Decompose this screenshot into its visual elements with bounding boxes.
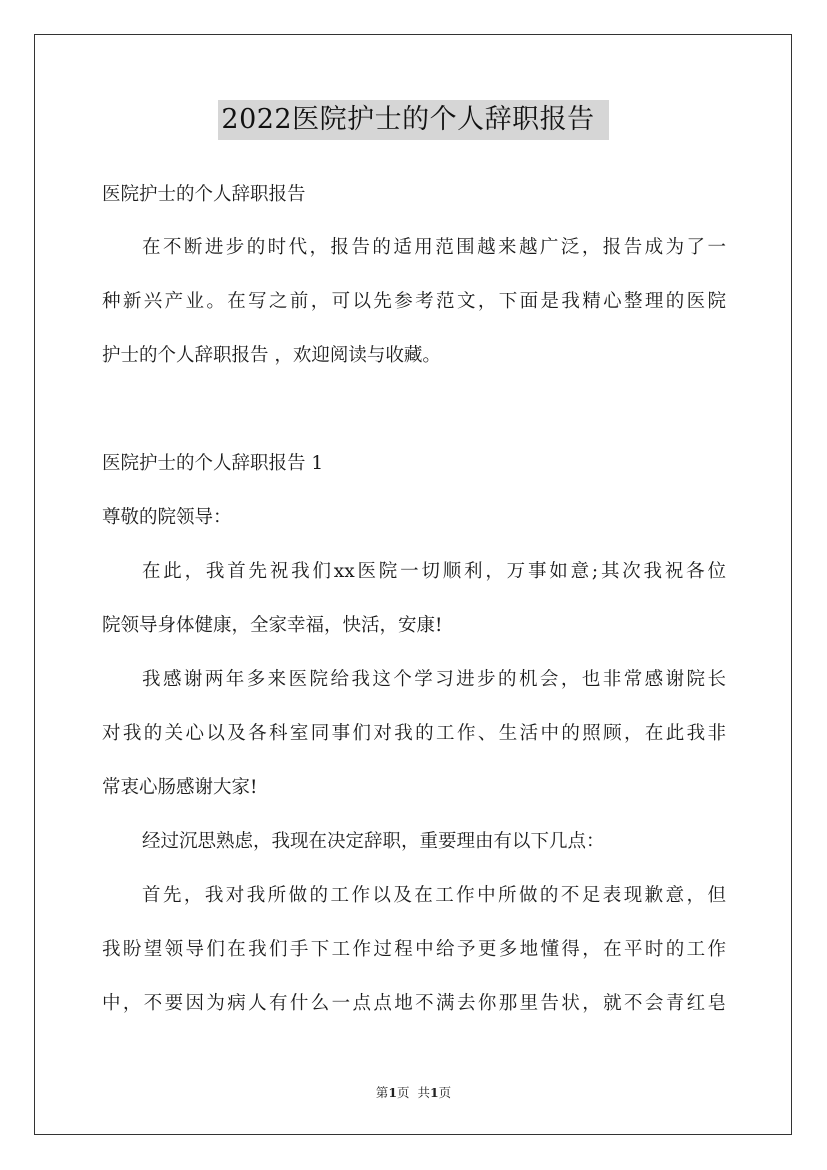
intro-line-2: 种新兴产业。在写之前，可以先参考范文，下面是我精心整理的医院 [102,291,726,312]
footer-middle: 页 共 [397,1085,430,1100]
salutation: 尊敬的院领导： [102,507,232,528]
intro-line-1: 在不断进步的时代，报告的适用范围越来越广泛，报告成为了一 [142,237,726,258]
footer-prefix: 第 [375,1085,389,1100]
footer-current-page: 1 [388,1085,398,1100]
paragraph-2-line-3: 常衷心肠感谢大家! [102,777,258,798]
paragraph-1-line-1: 在此，我首先祝我们xx医院一切顺利，万事如意;其次我祝各位 [142,561,726,582]
title-container [0,100,827,140]
footer-total-pages: 1 [429,1085,439,1100]
intro-line-3: 护士的个人辞职报告 ，欢迎阅读与收藏。 [102,345,441,366]
footer-suffix: 页 [438,1085,452,1100]
subtitle: 医院护士的个人辞职报告 [102,184,306,205]
paragraph-3-line-1: 经过沉思熟虑，我现在决定辞职，重要理由有以下几点： [142,831,605,852]
paragraph-2-line-2: 对我的关心以及各科室同事们对我的工作、生活中的照顾，在此我非 [102,723,726,744]
paragraph-4-line-1: 首先，我对我所做的工作以及在工作中所做的不足表现歉意，但 [142,885,726,906]
paragraph-4-line-3: 中，不要因为病人有什么一点点地不满去你那里告状，就不会青红皂 [102,993,726,1014]
section-heading: 医院护士的个人辞职报告 1 [102,453,324,474]
page-footer [0,1083,827,1101]
paragraph-4-line-2: 我盼望领导们在我们手下工作过程中给予更多地懂得，在平时的工作 [102,939,726,960]
document-title: 2022医院护士的个人辞职报告 [218,100,608,140]
paragraph-2-line-1: 我感谢两年多来医院给我这个学习进步的机会，也非常感谢院长 [142,669,726,690]
paragraph-1-line-2: 院领导身体健康，全家幸福，快活，安康! [102,615,443,636]
